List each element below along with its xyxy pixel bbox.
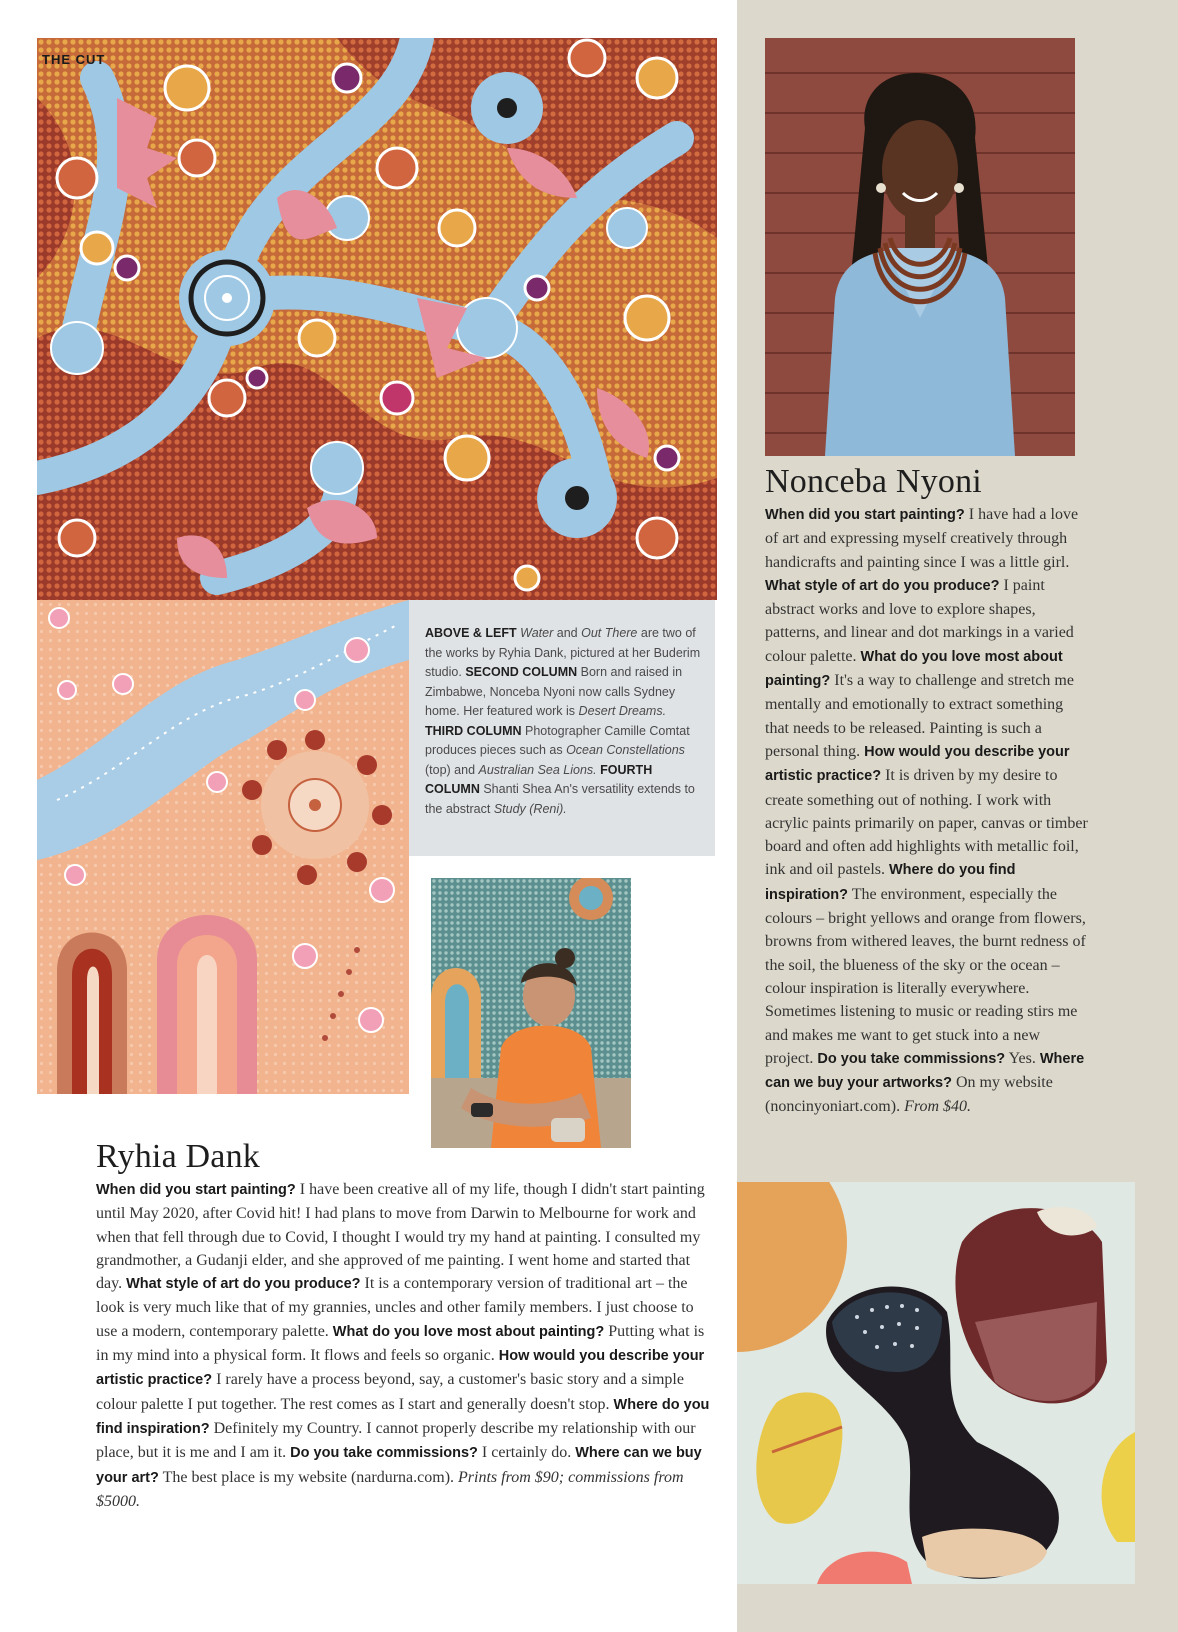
nonceba-a5: The environment, especially the colours – bright yellows and orange from flowers, browns from withered leaves, the burnt redness of the soil, the blueness of the sky or the ocean – colour inspiration is literally everywhere. Sometimes listening to music or reading stirs me and makes me want to get stuck into a new project. [765, 885, 1086, 1067]
nonceba-a6: Yes. [1008, 1049, 1036, 1067]
ryhia-a3: Putting what is in my mind into a physical form. It flows and feels so organic. [96, 1322, 705, 1365]
nonceba-q7: Where can we buy your artworks? [765, 1050, 1085, 1092]
ryhia-a6: I certainly do. [481, 1444, 572, 1462]
ryhia-q1: When did you start painting? [96, 1182, 296, 1198]
nonceba-a1: I have had a love of art and expressing myself creatively through handicrafts and painting since I was a little girl. [765, 506, 1079, 571]
nonceba-interview-text [765, 503, 1090, 1119]
caption-work-water: Water [520, 626, 554, 640]
nonceba-a7: On my website (noncinyoniart.com). [765, 1074, 1053, 1116]
nonceba-name-heading: Nonceba Nyoni [765, 463, 982, 500]
photo-ryhia-dank [431, 878, 631, 1148]
caption-third-column: THIRD COLUMN [425, 723, 522, 738]
ryhia-a4: I rarely have a process beyond, say, a customer's basic story and a simple colour palette I put together. The rest comes as I start and generally doesn't stop. [96, 1371, 684, 1413]
nonceba-price: From $40. [904, 1098, 972, 1116]
caption-work-desert-dreams: Desert Dreams. [578, 704, 667, 718]
ryhia-q7: Where can we buy your art? [96, 1445, 702, 1486]
caption-text-4: (top) and [425, 762, 476, 777]
artwork-out-there [37, 600, 409, 1094]
nonceba-q5: Where do you find inspiration? [765, 862, 1016, 903]
caption-work-sea-lions: Australian Sea Lions. [478, 762, 597, 777]
nonceba-q6: Do you take commissions? [817, 1050, 1006, 1067]
photo-nonceba-nyoni [765, 38, 1075, 456]
nonceba-q1: When did you start painting? [765, 507, 965, 523]
artwork-water [37, 38, 717, 600]
nonceba-q4: How would you describe your artistic practice? [765, 743, 1070, 785]
caption-and: and [556, 626, 578, 640]
nonceba-a3: It's a way to challenge and stretch me mentally and emotionally to extract something that needs to be released. Painting is such a personal thing. [765, 672, 1074, 760]
caption-second-column: SECOND COLUMN [465, 665, 578, 679]
caption-text-2: Born and raised in Zimbabwe, Nonceba Nyoni now calls Sydney home. Her featured work is [425, 665, 683, 718]
artwork-desert-dreams [737, 1182, 1135, 1584]
caption-above-left: ABOVE & LEFT [425, 626, 517, 640]
ryhia-q4: How would you describe your artistic practice? [96, 1348, 705, 1389]
caption-text-1: are two of the works by Ryhia Dank, pictured at her Buderim studio. [425, 626, 701, 679]
ryhia-a1: I have been creative all of my life, though I didn't start painting until May 2020, after Covid hit! I had plans to move from Darwin to Melbourne for work and when that fell through due to Covid, I thought I would try my hand at painting. I consulted my grandmother, a Gudanji elder, and she approved of me painting. I went home and started that day. [96, 1181, 705, 1293]
nonceba-a2: I paint abstract works and love to explore shapes, patterns, and linear and dot markings in a varied colour palette. [765, 576, 1074, 665]
caption-text-5: Shanti Shea An's versatility extends to the abstract [425, 782, 695, 816]
ryhia-q6: Do you take commissions? [290, 1445, 478, 1462]
nonceba-a4: It is driven by my desire to create something out of nothing. I work with acrylic paints primarily on paper, canvas or timber board and often add highlights with metallic foil, ink and oil pastels. [765, 767, 1088, 879]
caption-fourth-column: FOURTH COLUMN [425, 762, 653, 796]
caption-work-ocean: Ocean Constellations [566, 743, 685, 757]
caption-work-study: Study (Reni). [493, 801, 567, 816]
section-label: THE CUT [42, 52, 106, 67]
ryhia-a5: Definitely my Country. I cannot properly describe my relationship with our place, but it is me and I am it. [96, 1419, 696, 1462]
ryhia-q3: What do you love most about painting? [332, 1323, 605, 1340]
caption-work-out-there: Out There [581, 626, 638, 640]
ryhia-interview-text [96, 1178, 710, 1513]
ryhia-a2: It is a contemporary version of traditional art – the look is very much like that of my grannies, uncles and other family members. I just choose to use a modern, contemporary palette. [96, 1275, 694, 1340]
caption-text-3: Photographer Camille Comtat produces pieces such as [425, 723, 690, 757]
ryhia-q2: What style of art do you produce? [126, 1276, 361, 1293]
ryhia-name-heading: Ryhia Dank [96, 1138, 260, 1175]
ryhia-a7: The best place is my website (nardurna.com). [162, 1468, 455, 1486]
nonceba-q3: What do you love most about painting? [765, 648, 1063, 690]
nonceba-q2: What style of art do you produce? [765, 577, 1000, 594]
caption-box [409, 600, 715, 856]
ryhia-price: Prints from $90; commissions from $5000. [96, 1468, 684, 1510]
ryhia-q5: Where do you find inspiration? [96, 1396, 710, 1437]
